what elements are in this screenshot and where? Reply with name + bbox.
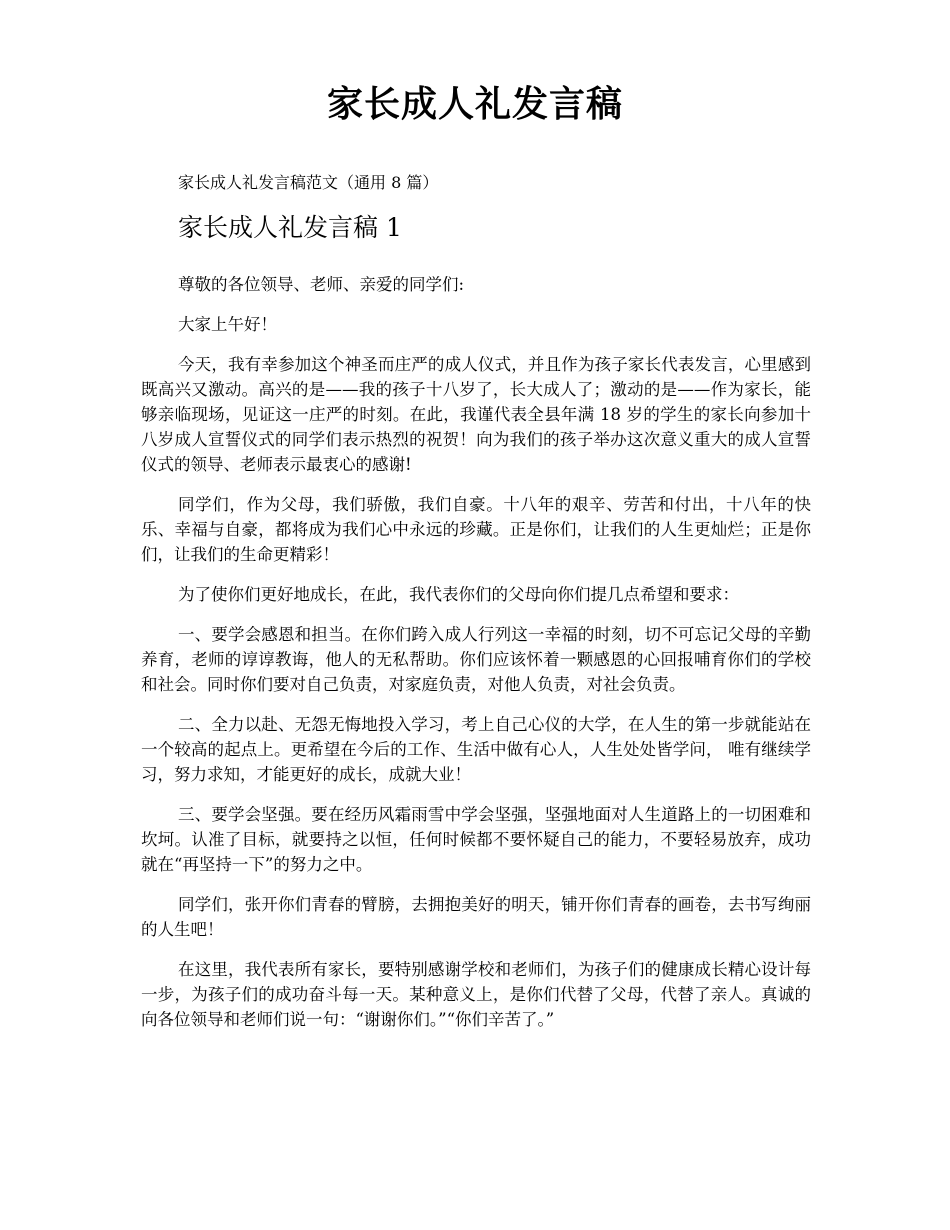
paragraph-salutation: 尊敬的各位领导、老师、亲爱的同学们: [178, 275, 465, 294]
paragraph: 为了使你们更好地成长，在此，我代表你们的父母向你们提几点希望和要求： [178, 585, 739, 604]
paragraph: 同学们，作为父母，我们骄傲，我们自豪。十八年的艰辛、劳苦和付出，十八年的快乐、幸福与自豪，都将成为我们心中永远的珍藏。正是你们，让我们的人生更灿烂；正是你们，让我们的生命更精彩！ [141, 495, 811, 564]
paragraph-greeting: 大家上午好！ [178, 315, 277, 334]
paragraph: 今天，我有幸参加这个神圣而庄严的成人仪式，并且作为孩子家长代表发言，心里感到既高兴又激动。高兴的是——我的孩子十八岁了，长大成人了；激动的是——作为家长，能够亲临现场，见证这一庄严的时刻。在此，我谨代表全县年满 18 岁的学生的家长向参加十八岁成人宣誓仪式的同学们表示热烈的祝贺！向为我们的孩子举办这次意义重大的成人宣誓仪式的领导、老师表示最衷心的感谢! [141, 355, 811, 474]
paragraph: 在这里，我代表所有家长，要特别感谢学校和老师们，为孩子们的健康成长精心设计每一步，为孩子们的成功奋斗每一天。某种意义上，是你们代替了父母，代替了亲人。真诚的向各位领导和老师们说一句：“谢谢你们。”“你们辛苦了。” [141, 960, 811, 1029]
document-title: 家长成人礼发言稿 [326, 83, 623, 125]
paragraph: 三、要学会坚强。要在经历风霜雨雪中学会坚强，坚强地面对人生道路上的一切困难和坎坷。认准了目标，就要持之以恒，任何时候都不要怀疑自己的能力，不要轻易放弃，成功就在“再坚持一下”的努力之中。 [141, 805, 811, 874]
paragraph: 二、全力以赴、无怨无悔地投入学习，考上自己心仪的大学，在人生的第一步就能站在一个较高的起点上。更希望在今后的工作、生活中做有心人，人生处处皆学问， 唯有继续学习，努力求知，才能更好的成长，成就大业！ [141, 715, 811, 784]
document-body [141, 272, 811, 1047]
document-subtitle: 家长成人礼发言稿范文（通用 8 篇） [178, 173, 439, 192]
paragraph: 一、要学会感恩和担当。在你们跨入成人行列这一幸福的时刻，切不可忘记父母的辛勤养育，老师的谆谆教诲，他人的无私帮助。你们应该怀着一颗感恩的心回报哺育你们的学校和社会。同时你们要对自己负责，对家庭负责，对他人负责，对社会负责。 [141, 625, 811, 694]
paragraph: 同学们，张开你们青春的臂膀，去拥抱美好的明天，铺开你们青春的画卷，去书写绚丽的人生吧！ [141, 895, 811, 939]
section-heading: 家长成人礼发言稿 1 [178, 213, 402, 242]
